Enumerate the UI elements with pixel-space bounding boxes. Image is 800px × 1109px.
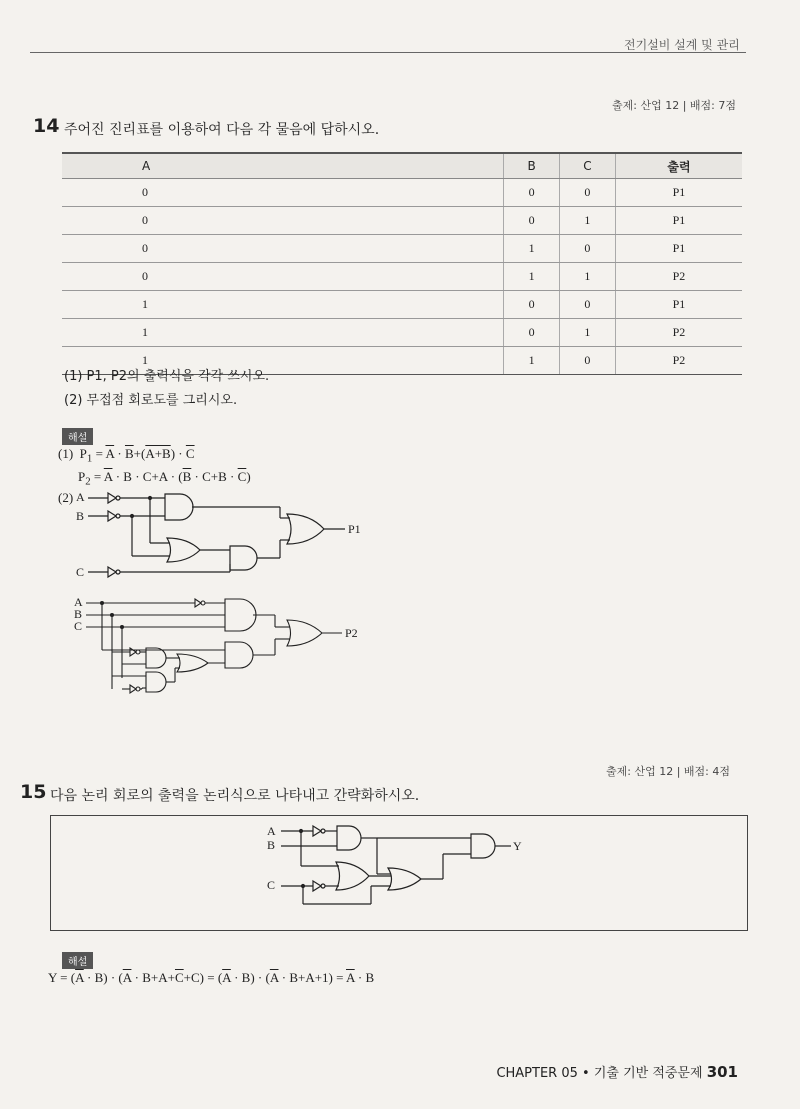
svg-text:C: C bbox=[267, 878, 276, 892]
q14-meta: 출제: 산업 12 | 배점: 7점 bbox=[612, 99, 736, 112]
col-header-c: C bbox=[559, 153, 615, 179]
q15-meta: 출제: 산업 12 | 배점: 4점 bbox=[606, 765, 730, 778]
page-footer bbox=[496, 1062, 738, 1081]
table-row bbox=[62, 319, 742, 347]
table-cell: 0 bbox=[559, 347, 615, 375]
col-header-output: 출력 bbox=[615, 153, 742, 179]
p1-output-label: P1 bbox=[348, 522, 361, 536]
q14-number: 14 bbox=[33, 115, 60, 137]
col-header-a: A bbox=[62, 153, 504, 179]
table-cell: 0 bbox=[559, 235, 615, 263]
circuit-q15 bbox=[51, 816, 747, 930]
y-output-label: Y bbox=[513, 839, 522, 853]
q15-solution-badge: 해설 bbox=[62, 952, 93, 969]
table-cell: P2 bbox=[615, 263, 742, 291]
table-cell: 1 bbox=[559, 319, 615, 347]
table-cell: P1 bbox=[615, 207, 742, 235]
table-cell: 0 bbox=[504, 207, 559, 235]
table-cell: 1 bbox=[504, 347, 559, 375]
table-cell: 1 bbox=[504, 263, 559, 291]
table-cell: P2 bbox=[615, 347, 742, 375]
svg-text:C: C bbox=[74, 619, 83, 633]
table-cell: P1 bbox=[615, 235, 742, 263]
table-row bbox=[62, 291, 742, 319]
q15-answer: $Y = (\overline{A} \cdot B) \cdot (\overline{A} \cdot B+A+\overline{C}+C) = (\overline{A} \cdot B) \cdot (\overline{A} \cdot B+A+1) = \overline{A} \cdot B$ bbox=[48, 970, 375, 985]
circuit-p1 bbox=[70, 488, 370, 580]
table-cell: 0 bbox=[504, 319, 559, 347]
q14-sub1: (1) P1, P2의 출력식을 각각 쓰시오. bbox=[64, 369, 270, 384]
svg-text:A: A bbox=[74, 595, 83, 609]
col-header-b: B bbox=[504, 153, 559, 179]
q15-question: 다음 논리 회로의 출력을 논리식으로 나타내고 간략화하시오. bbox=[50, 788, 420, 804]
table-cell: P1 bbox=[615, 291, 742, 319]
svg-text:A: A bbox=[76, 490, 85, 504]
q14-sub2: (2) 무접점 회로도를 그리시오. bbox=[64, 393, 238, 408]
table-cell: 1 bbox=[559, 207, 615, 235]
chapter-label: CHAPTER 05 • 기출 기반 적중문제 bbox=[496, 1066, 703, 1081]
p2-output-label: P2 bbox=[345, 626, 358, 640]
q14-answer-2-label: (2) bbox=[58, 490, 74, 505]
table-cell: 0 bbox=[62, 235, 504, 263]
q14-solution-badge: 해설 bbox=[62, 428, 93, 445]
table-cell: 0 bbox=[62, 179, 504, 207]
table-cell: 0 bbox=[559, 291, 615, 319]
q15-circuit-box bbox=[50, 815, 748, 931]
svg-text:B: B bbox=[76, 509, 85, 523]
table-cell: 1 bbox=[62, 291, 504, 319]
table-cell: P1 bbox=[615, 179, 742, 207]
truth-table-header bbox=[62, 153, 742, 179]
svg-text:C: C bbox=[76, 565, 85, 579]
table-row bbox=[62, 179, 742, 207]
table-cell: 0 bbox=[559, 179, 615, 207]
table-cell: 0 bbox=[62, 263, 504, 291]
q14-answer-p2: $P_2 = \overline{A} \cdot B \cdot C+A \cdot (\overline{B} \cdot C+B \cdot \overline{C})$ bbox=[78, 469, 251, 488]
truth-table bbox=[62, 152, 742, 375]
table-cell: 0 bbox=[504, 291, 559, 319]
table-cell: 1 bbox=[504, 235, 559, 263]
table-cell: 1 bbox=[62, 319, 504, 347]
table-cell: P2 bbox=[615, 319, 742, 347]
svg-text:A: A bbox=[267, 824, 276, 838]
q14-question: 주어진 진리표를 이용하여 다음 각 물음에 답하시오. bbox=[64, 122, 380, 138]
running-header: 전기설비 설계 및 관리 bbox=[624, 38, 740, 52]
table-cell: 0 bbox=[62, 207, 504, 235]
q15-number: 15 bbox=[20, 781, 47, 803]
table-row bbox=[62, 235, 742, 263]
table-cell: 1 bbox=[62, 347, 504, 375]
table-cell: 0 bbox=[504, 179, 559, 207]
circuit-p2 bbox=[70, 592, 370, 704]
q14-answer-p1: (1) $P_1 = \overline{A} \cdot \overline{B}+(A+B) \cdot \overline{C}$ bbox=[58, 446, 195, 465]
table-row bbox=[62, 207, 742, 235]
svg-text:B: B bbox=[74, 607, 83, 621]
table-row bbox=[62, 263, 742, 291]
svg-text:B: B bbox=[267, 838, 276, 852]
table-cell: 1 bbox=[559, 263, 615, 291]
page-number: 301 bbox=[706, 1063, 738, 1081]
